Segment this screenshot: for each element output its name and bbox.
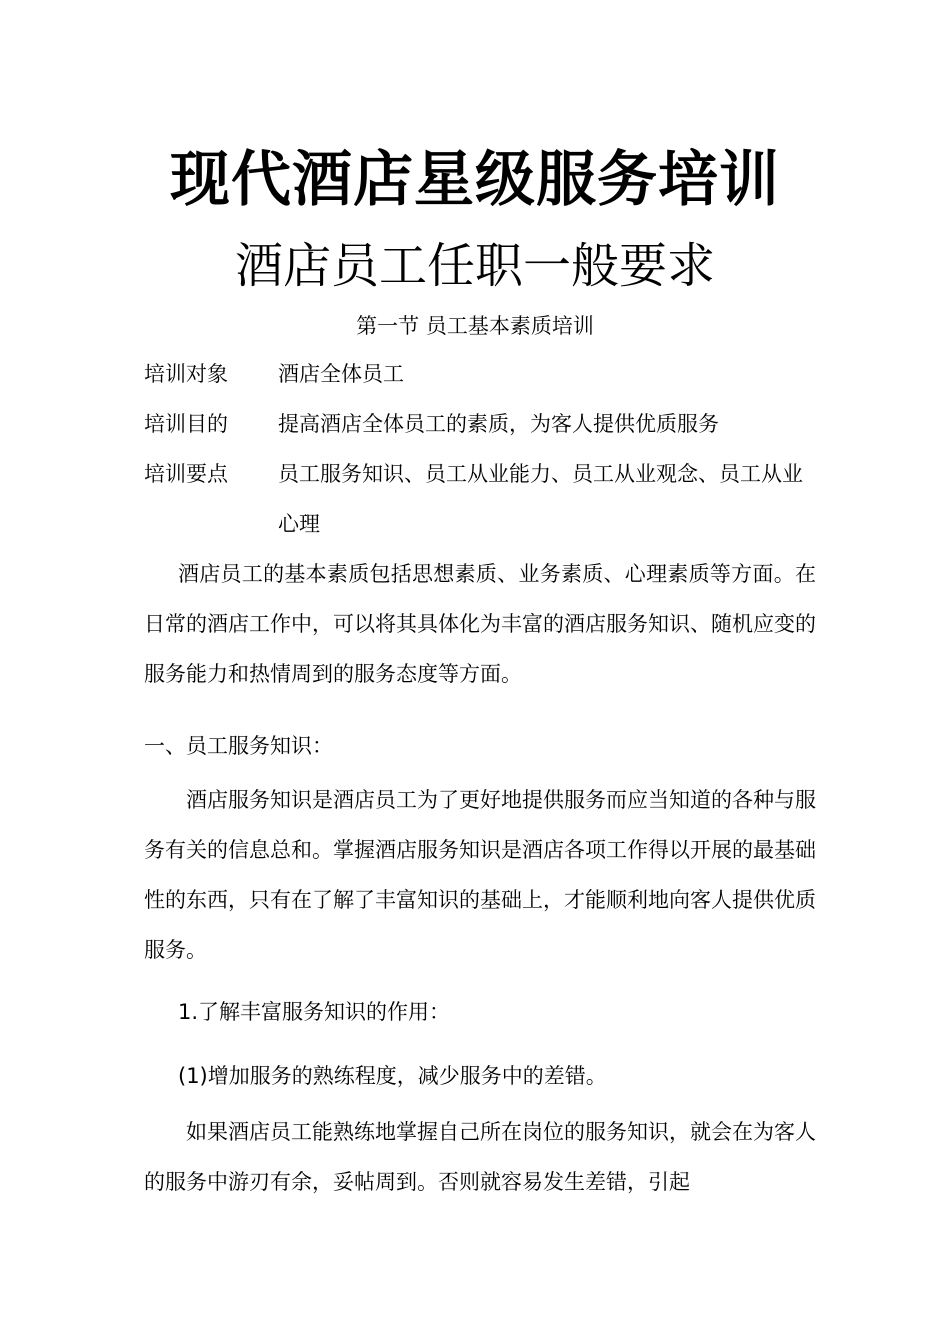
proficiency-paragraph: 如果酒店员工能熟练地掌握自己所在岗位的服务知识，就会在为客人的服务中游刃有余，妥帖周到。否则就容易发生差错，引起: [144, 1120, 816, 1194]
meta-label: 培训对象: [144, 362, 228, 386]
intro-paragraph: 酒店员工的基本素质包括思想素质、业务素质、心理素质等方面。在日常的酒店工作中，可以将其具体化为丰富的酒店服务知识、随机应变的服务能力和热情周到的服务态度等方面。: [144, 562, 816, 686]
document-title: 现代酒店星级服务培训: [170, 145, 780, 215]
meta-value: 酒店全体员工: [278, 362, 404, 386]
meta-value: 提高酒店全体员工的素质，为客人提供优质服务: [278, 412, 719, 436]
meta-label: 培训要点: [144, 462, 228, 486]
heading-service-knowledge: 一、员工服务知识：: [144, 734, 333, 758]
service-knowledge-paragraph: 酒店服务知识是酒店员工为了更好地提供服务而应当知道的各种与服务有关的信息总和。掌握酒店服务知识是酒店各项工作得以开展的最基础性的东西，只有在了解了丰富知识的基础上，才能顺利地向客人提供优质服务。: [144, 788, 816, 962]
meta-value: 员工服务知识、员工从业能力、员工从业观念、员工从业心理: [278, 462, 803, 536]
meta-label: 培训目的: [144, 412, 228, 436]
heading-knowledge-role: 1.了解丰富服务知识的作用：: [178, 1000, 451, 1024]
document-subtitle: 酒店员工任职一般要求: [234, 238, 715, 294]
heading-proficiency: (1)增加服务的熟练程度，减少服务中的差错。: [178, 1064, 607, 1088]
section-title: 第一节 员工基本素质培训: [356, 314, 594, 338]
